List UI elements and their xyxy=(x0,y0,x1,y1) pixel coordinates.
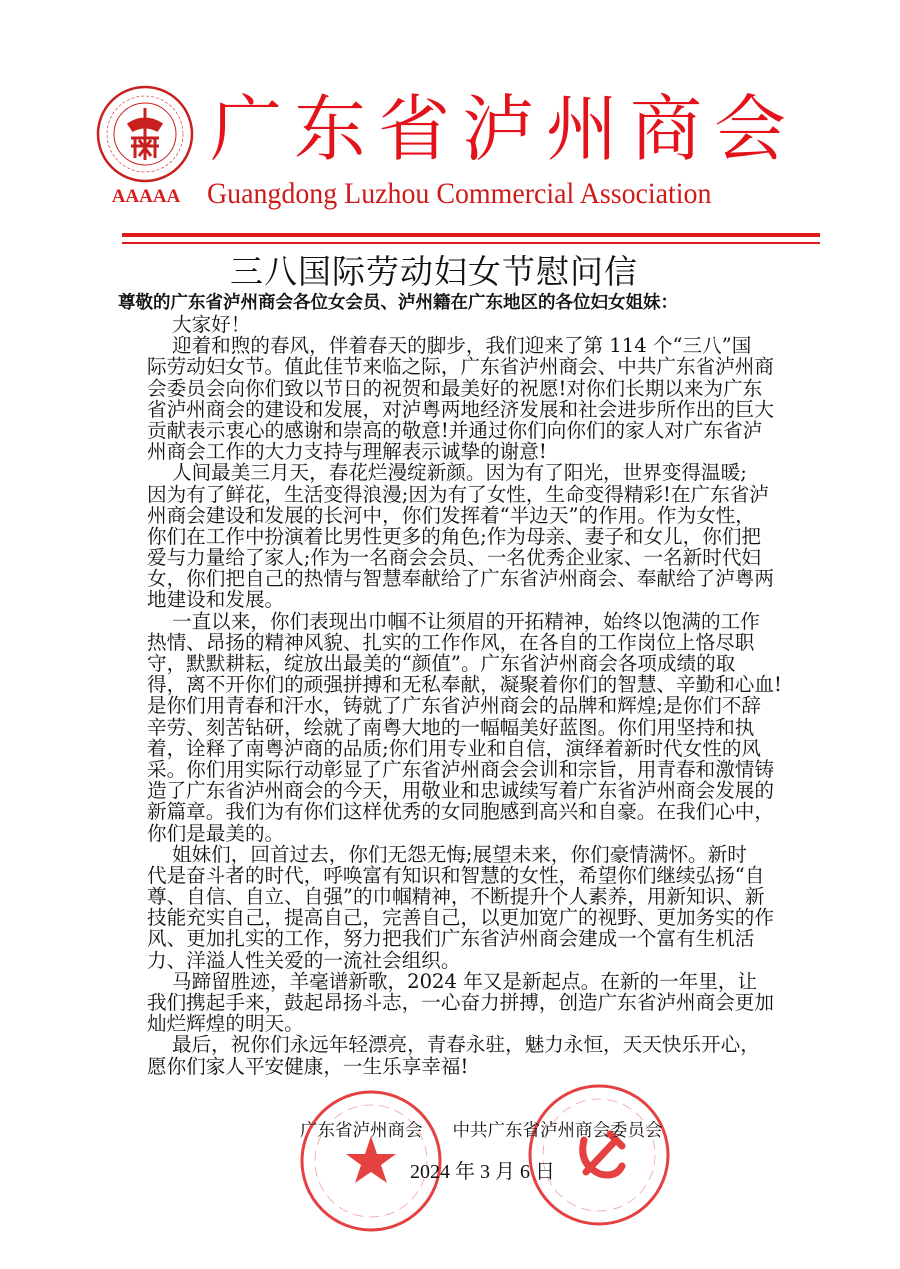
signer-association: 广东省泸州商会 xyxy=(300,1121,423,1141)
body-line: 省泸州商会的建设和发展，对泸粤两地经济发展和社会进步所作出的巨大 xyxy=(147,397,774,421)
signature-line xyxy=(300,1120,663,1142)
body-line: 着，诠释了南粤泸商的品质;你们用专业和自信，演绎着新时代女性的风 xyxy=(147,736,762,760)
salutation: 尊敬的广东省泸州商会各位女会员、泸州籍在广东地区的各位妇女姐妹： xyxy=(118,293,678,313)
body-line: 贡献表示衷心的感谢和崇高的敬意!并通过你们向你们的家人对广东省泸 xyxy=(147,418,763,442)
body-line: 守，默默耕耘，绽放出最美的“颜值”。广东省泸州商会各项成绩的取 xyxy=(147,652,736,675)
body-line: 愿你们家人平安健康，一生乐享幸福! xyxy=(147,1054,469,1078)
body-line: 你们是最美的。 xyxy=(147,821,285,845)
letter-title: 三八国际劳动妇女节慰问信 xyxy=(230,252,638,291)
letter-body xyxy=(147,314,807,1077)
body-line: 灿烂辉煌的明天。 xyxy=(147,1012,304,1036)
body-line: 爱与力量给了家人;作为一名商会会员、一名优秀企业家、一名新时代妇 xyxy=(147,546,762,570)
letter-date: 2024 年 3 月 6 日 xyxy=(410,1161,555,1183)
rating-badge: AAAAA xyxy=(111,186,181,207)
body-line: 新篇章。我们为有你们这样优秀的女同胞感到高兴和自豪。在我们心中， xyxy=(147,800,774,824)
body-line: 因为有了鲜花，生活变得浪漫;因为有了女性，生命变得精彩!在广东省泸 xyxy=(147,482,769,506)
org-name-en: Guangdong Luzhou Commercial Association xyxy=(207,177,712,210)
body-line: 州商会建设和发展的长河中，你们发挥着“半边天”的作用。作为女性， xyxy=(147,503,755,527)
body-line: 马蹄留胜迹，羊毫谱新歌，2024 年又是新起点。在新的一年里，让 xyxy=(172,969,758,993)
org-name-cn: 广东省泸州商会 xyxy=(210,87,799,171)
header-divider-thick xyxy=(122,233,820,237)
body-line: 代是奋斗者的时代，呼唤富有知识和智慧的女性，希望你们继续弘扬“自 xyxy=(147,863,765,887)
body-line: 你们在工作中扮演着比男性更多的角色;作为母亲、妻子和女儿，你们把 xyxy=(147,524,762,548)
body-line: 尊、自信、自立、自强”的巾帼精神，不断提升个人素养，用新知识、新 xyxy=(147,885,765,909)
body-line: 力、洋溢人性关爱的一流社会组织。 xyxy=(147,948,461,972)
header-divider-thin xyxy=(122,242,820,244)
body-line: 采。你们用实际行动彰显了广东省泸州商会会训和宗旨，用青春和激情铸 xyxy=(147,757,774,781)
body-line: 热情、昂扬的精神风貌、扎实的工作作风，在各自的工作岗位上恪尽职 xyxy=(147,630,755,654)
body-line: 得，离不开你们的顽强拼搏和无私奉献，凝聚着你们的智慧、辛勤和心血! xyxy=(147,673,782,697)
body-line: 大家好！ xyxy=(172,313,251,336)
signer-party-committee: 中共广东省泸州商会委员会 xyxy=(452,1121,663,1141)
body-line: 我们携起手来，鼓起昂扬斗志，一心奋力拼搏，创造广东省泸州商会更加 xyxy=(147,991,774,1014)
body-line: 迎着和煦的春风，伴着春天的脚步，我们迎来了第 114 个“三八”国 xyxy=(172,334,752,358)
body-line: 地建设和发展。 xyxy=(147,588,285,612)
body-line: 造了广东省泸州商会的今天，用敬业和忠诚续写着广东省泸州商会发展的 xyxy=(147,779,774,803)
body-line: 技能充实自己，提高自己，完善自己，以更加宽广的视野、更加务实的作 xyxy=(147,906,774,930)
body-line: 风、更加扎实的工作，努力把我们广东省泸州商会建成一个富有生机活 xyxy=(147,927,755,951)
body-line: 姐妹们，回首过去，你们无怨无悔;展望未来，你们豪情满怀。新时 xyxy=(172,842,747,866)
body-line: 一直以来，你们表现出巾帼不让须眉的开拓精神，始终以饱满的工作 xyxy=(172,609,760,633)
seal-party-committee xyxy=(526,1082,672,1228)
body-line: 是你们用青春和汗水，铸就了广东省泸州商会的品牌和辉煌;是你们不辞 xyxy=(147,694,762,718)
body-line: 际劳动妇女节。值此佳节来临之际，广东省泸州商会、中共广东省泸州商 xyxy=(147,355,774,379)
body-line: 人间最美三月天，春花烂漫绽新颜。因为有了阳光，世界变得温暖; xyxy=(172,461,747,485)
body-line: 州商会工作的大力支持与理解表示诚挚的谢意! xyxy=(147,440,547,464)
body-line: 女，你们把自己的热情与智慧奉献给了广东省泸州商会、奉献给了泸粤两 xyxy=(147,567,774,591)
body-line: 辛劳、刻苦钻研，绘就了南粤大地的一幅幅美好蓝图。你们用坚持和执 xyxy=(147,715,755,739)
association-logo xyxy=(95,84,195,184)
body-line: 最后，祝你们永远年轻漂亮，青春永驻，魅力永恒，天天快乐开心， xyxy=(172,1033,760,1057)
body-line: 会委员会向你们致以节日的祝贺和最美好的祝愿!对你们长期以来为广东 xyxy=(147,376,763,400)
